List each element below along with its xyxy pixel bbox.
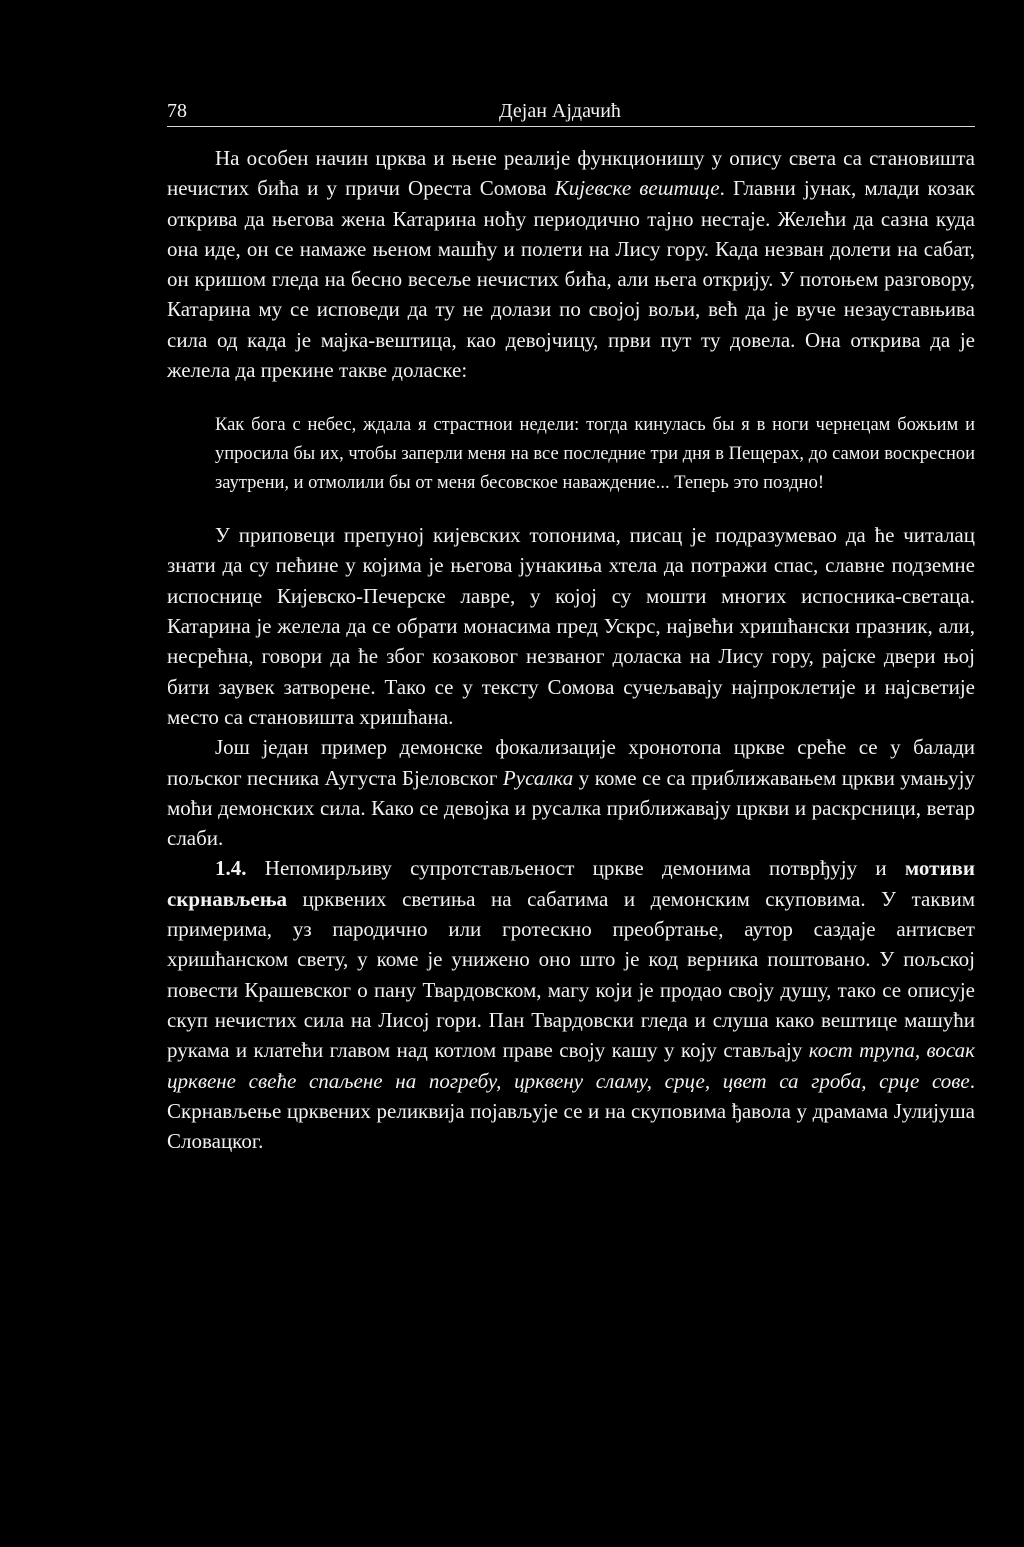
paragraph-text: Непомирљиву супротстављеност цркве демонима потврђују и [246,856,905,881]
paragraph-text: црквених светиња на сабатима и демонским скуповима. У таквим примерима, уз пародично или гротескно преобртање, аутор саздаје антисвет хришћанском свету, у коме је унижено оно што је код верника поштовано. У пољској повести Крашевског о пану Твардовском, магу који је продао своју душу, тако се описује скуп нечистих сила на Лисој гори. Пан Твардовски гледа и слуша како вештице машући рукама и клатећи главом над котлом праве своју кашу у коју стављају [167,886,975,1063]
work-title: Кијевске вештице [554,176,720,201]
italic-ingredient-list: кост трупа, восак црквене свеће спаљене на погребу, црквену сламу, срце, цвет са гроба, срце сове [167,1038,975,1093]
paragraph-text: у коме се са приближавањем цркви умањују моћи демонских сила. Како се девојка и русалка приближавају цркви и раскрсници, ветар слаби. [167,765,976,851]
paragraph-text: . Главни јунак, млади козак открива да његова жена Катарина ноћу периодично тајно нестаје. Желећи да сазна куда она иде, он се намаже њеном машћу и полети на Лису гору. Када незван долети на сабат, он кришом гледа на бесно весеље нечистих бића, али њега открију. У потоњем разговору, Катарина му се исповеди да ту не долази по својој вољи, већ да је вуче незауставњива сила од када је мајка-вештица, као девојчицу, први пут ту довела. Она открива да је желела да прекине такве доласке: [167,176,975,383]
section-number: 1.4. [215,856,247,881]
block-quote: Как бога с небес, ждала я страстнои недели: тогда кинулась бы я в ноги чернецам божьим и упросила бы их, чтобы заперли меня на все последние три дня в Пещерах, до самои воскреснои заутрени, и отмолили бы от меня бесовское наваждение... Теперь это поздно! [215,415,975,493]
page-number: 78 [167,100,187,122]
paragraph-text: . Скрнављење црквених реликвија појављује се и на скуповима ђавола у драмама Јулијуша Словацког. [167,1068,975,1154]
paragraph-bielowski [167,732,975,853]
paragraph-somov [167,143,975,385]
paragraph-text: На особен начин црква и њене реалије функционишу у опису света са становишта нечистих бића и у причи Ореста Сомова [167,146,975,201]
book-page [167,96,975,1156]
key-term: мотиви скрнављења [167,856,975,911]
running-head-author: Дејан Ајдачић [499,100,621,122]
paragraph-kyiv-caves: У приповеци препуној кијевских топонима, писац је подразумевао да ће читалац знати да су пећине у којима је његова јунакиња хтела да потражи спас, славне подземне испоснице Кијевско-Печерске лавре, у којој су мошти многих испосника-светаца. Катарина је желела да се обрати монасима пред Ускрс, највећи хришћански празник, али, несрећна, говори да ће због козаковог незваног доласка на Лису гору, рајске двери њој бити заувек затворене. Тако се у тексту Сомова сучељавају најпроклетије и најсветије место са становишта хришћана. [167,523,975,729]
paragraph-text: Још један пример демонске фокализације хронотопа цркве среће се у балади пољског песника Аугуста Бјеловског [167,735,975,790]
work-title: Русалка [502,765,574,790]
running-header [167,96,975,127]
paragraph-section-1-4 [167,853,975,1156]
